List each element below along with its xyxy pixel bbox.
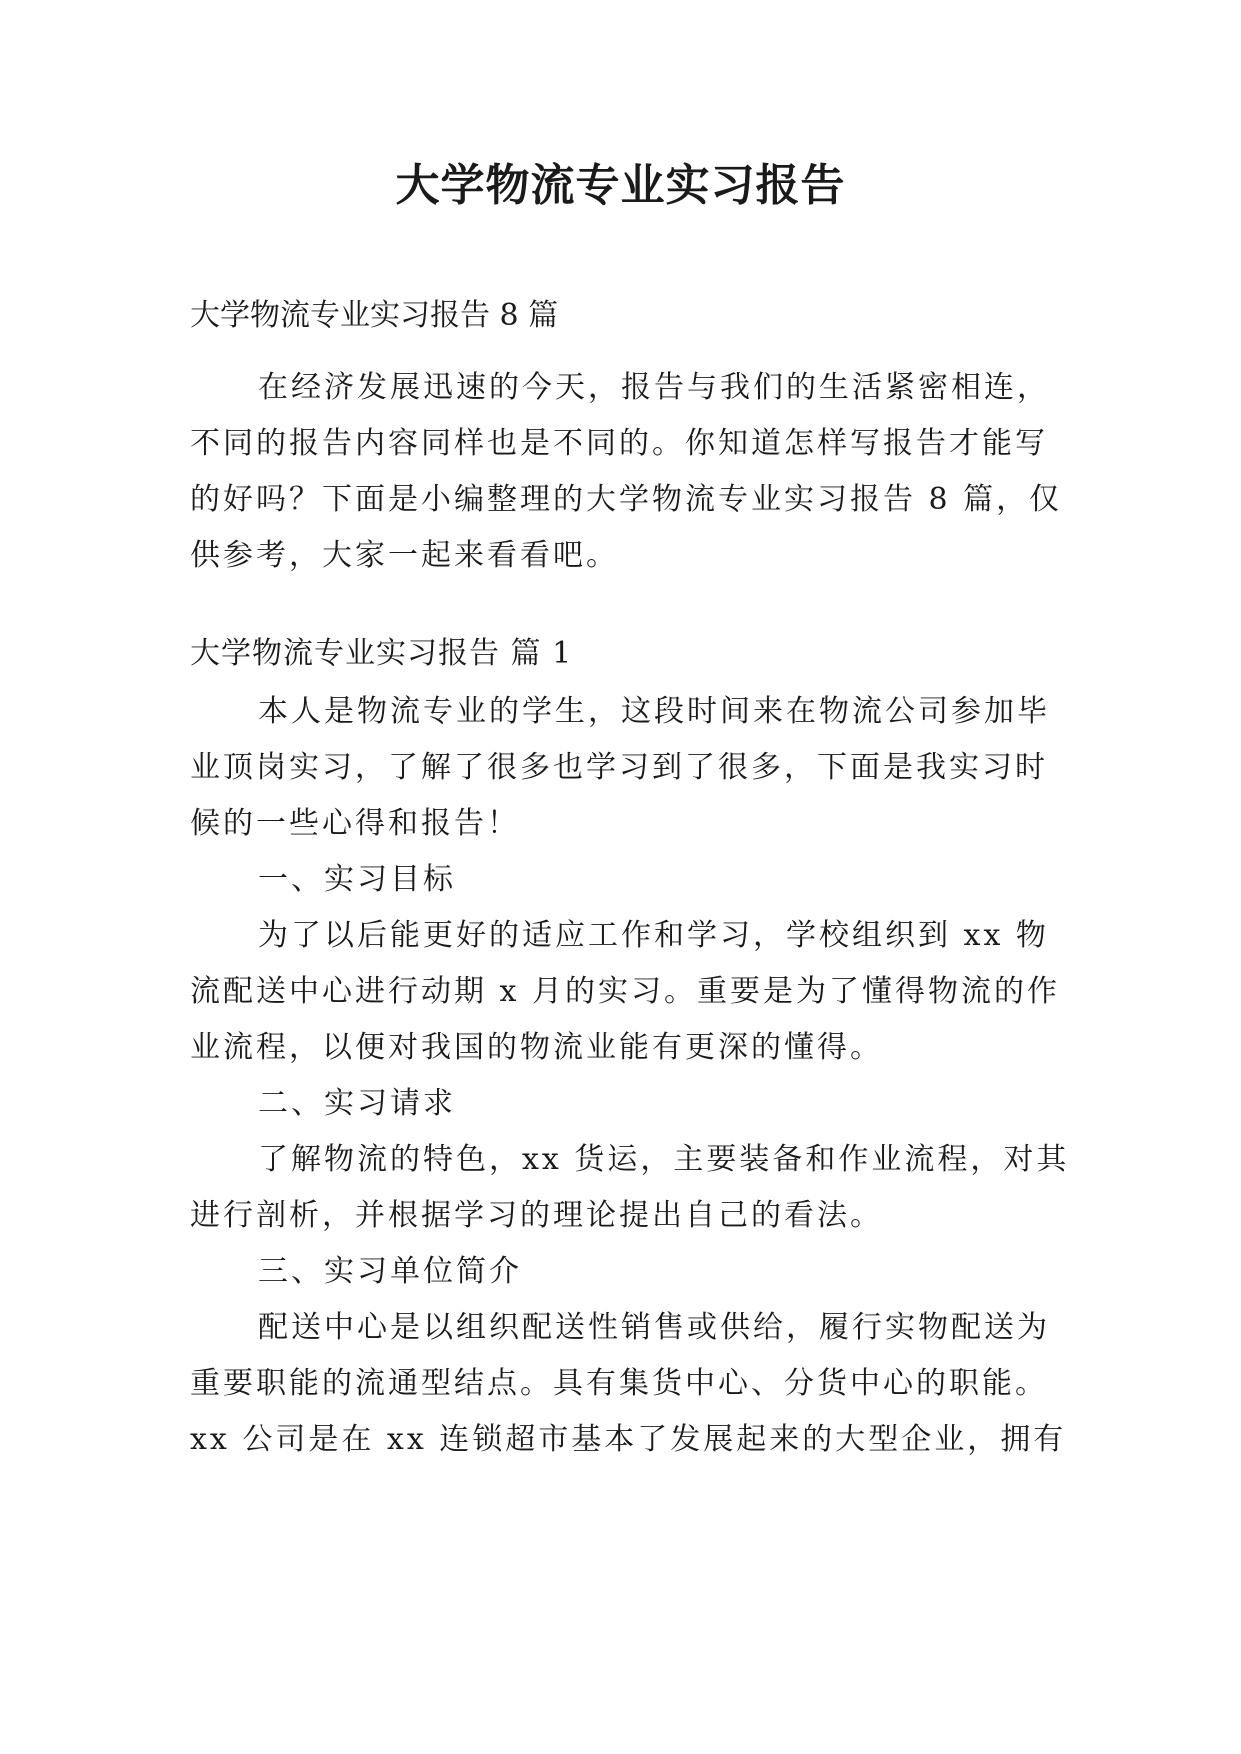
intro-line: 供参考，大家一起来看看吧。: [190, 538, 619, 573]
section-subheading: 二、实习请求: [258, 1086, 456, 1121]
intro-line: 的好吗？下面是小编整理的大学物流专业实习报告 8 篇，仅: [190, 482, 1063, 517]
body-line: xx 公司是在 xx 连锁超市基本了发展起来的大型企业，拥有: [190, 1422, 1067, 1457]
document-title: 大学物流专业实习报告: [395, 160, 846, 211]
body-line: 流配送中心进行动期 x 月的实习。重要是为了懂得物流的作: [190, 974, 1060, 1009]
body-line: 了解物流的特色，xx 货运，主要装备和作业流程，对其: [258, 1142, 1070, 1177]
body-line: 业流程，以便对我国的物流业能有更深的懂得。: [190, 1030, 883, 1065]
body-line: 本人是物流专业的学生，这段时间来在物流公司参加毕: [258, 694, 1050, 729]
body-line: 进行剖析，并根据学习的理论提出自己的看法。: [190, 1198, 883, 1233]
intro-line: 在经济发展迅速的今天，报告与我们的生活紧密相连，: [258, 370, 1050, 405]
section-subheading: 三、实习单位简介: [258, 1254, 522, 1289]
body-line: 配送中心是以组织配送性销售或供给，履行实物配送为: [258, 1310, 1050, 1345]
section-heading: 大学物流专业实习报告 篇 1: [190, 636, 573, 671]
body-line: 重要职能的流通型结点。具有集货中心、分货中心的职能。: [190, 1366, 1048, 1401]
document-subtitle: 大学物流专业实习报告 8 篇: [190, 298, 559, 333]
intro-line: 不同的报告内容同样也是不同的。你知道怎样写报告才能写: [190, 426, 1048, 461]
body-line: 为了以后能更好的适应工作和学习，学校组织到 xx 物: [258, 918, 1049, 953]
body-line: 候的一些心得和报告！: [190, 806, 520, 841]
section-subheading: 一、实习目标: [258, 862, 456, 897]
body-line: 业顶岗实习，了解了很多也学习到了很多，下面是我实习时: [190, 750, 1048, 785]
